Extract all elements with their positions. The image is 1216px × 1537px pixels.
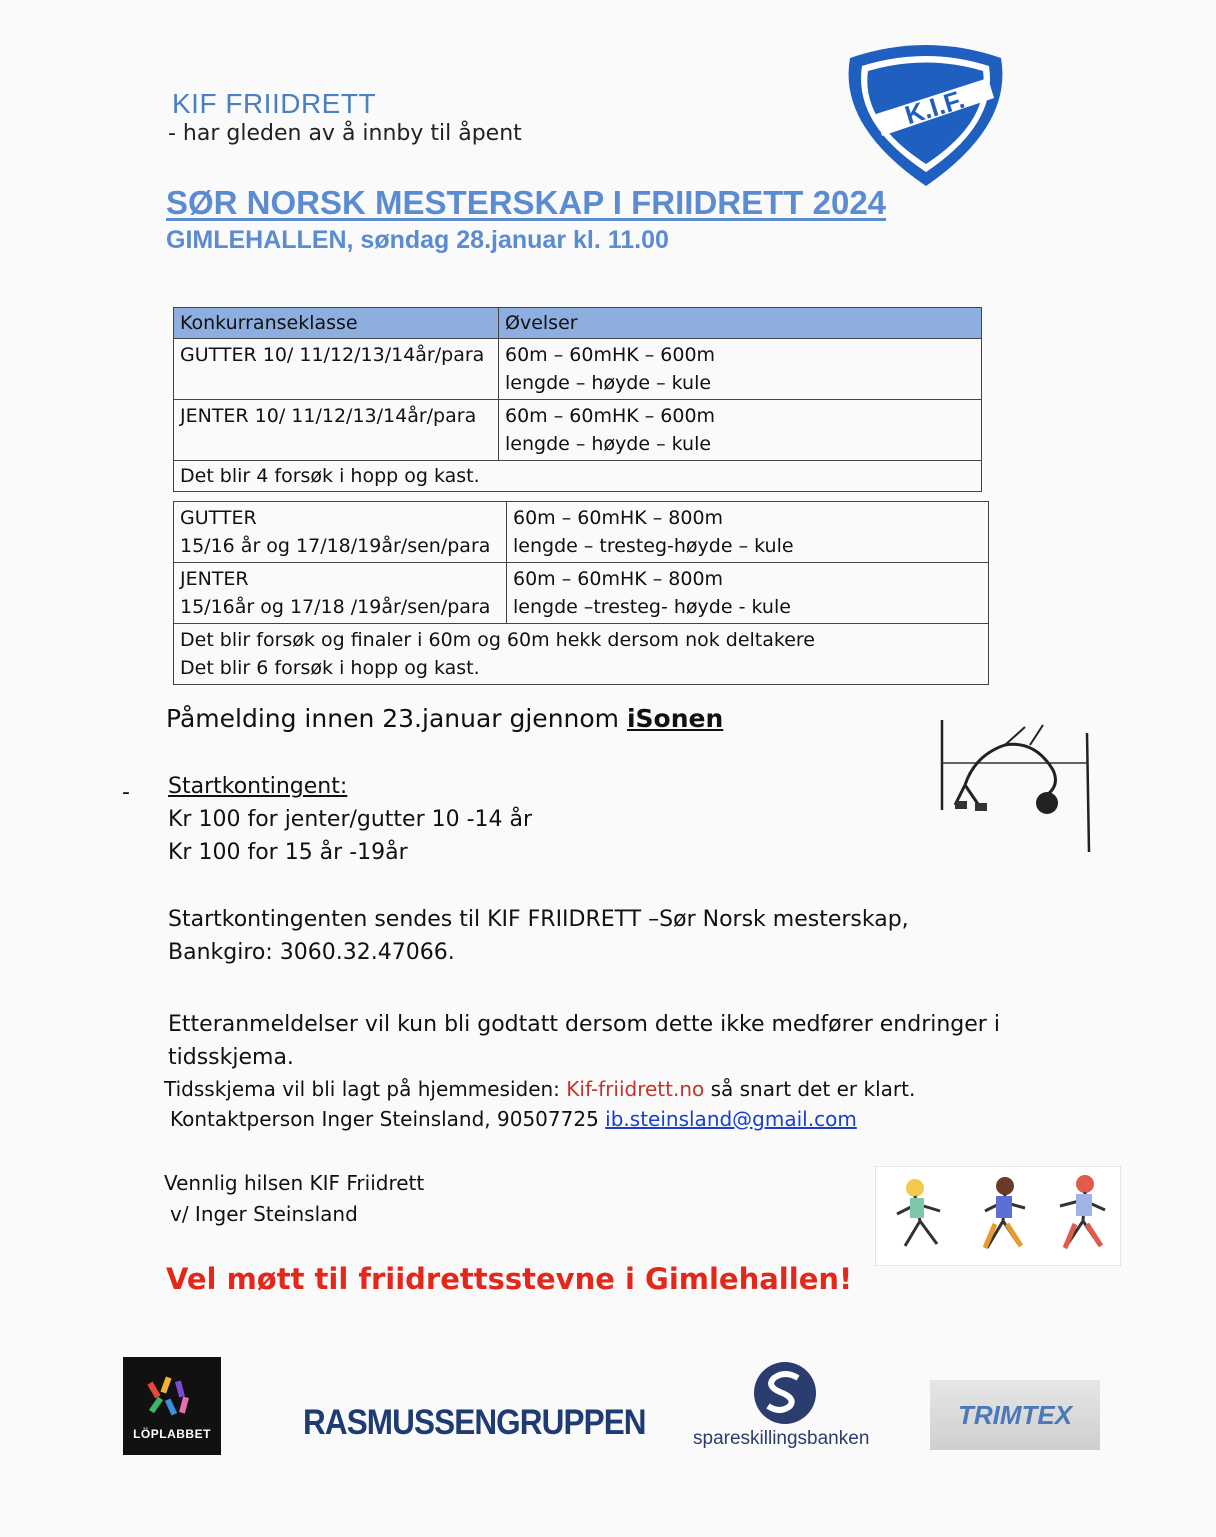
dash-mark: - <box>122 780 130 805</box>
kif-logo <box>838 36 1013 191</box>
fee-line: Kr 100 for 15 år -19år <box>168 840 408 865</box>
table-row <box>174 563 989 624</box>
table-note-row <box>174 461 982 492</box>
registration-text: Påmelding innen 23.januar gjennom iSonen <box>166 704 724 733</box>
fee-heading: Startkontingent: <box>168 774 348 799</box>
event-subtitle: GIMLEHALLEN, søndag 28.januar kl. 11.00 <box>166 226 669 254</box>
logo-lettering: K.I.F. <box>901 83 969 131</box>
website-link[interactable]: Kif-friidrett.no <box>566 1077 705 1101</box>
relay-illustration <box>875 1166 1121 1266</box>
intro-text: - har gleden av å innby til åpent <box>168 121 522 146</box>
sparebank-logo: spareskillingsbanken <box>693 1428 870 1449</box>
table-note: Det blir forsøk og finaler i 60m og 60m hekk dersom nok deltakere Det blir 6 forsøk i hopp og kast. <box>174 624 989 685</box>
table-row <box>174 502 989 563</box>
late-registration-text: Etteranmeldelser vil kun bli godtatt dersom dette ikke medfører endringer i tidsskjema. <box>168 1012 1000 1070</box>
high-jump-illustration <box>935 715 1105 855</box>
trimtex-logo: TRIMTEX <box>930 1380 1100 1450</box>
table-note-row <box>174 624 989 685</box>
class-cell: GUTTER 15/16 år og 17/18/19år/sen/para <box>174 502 507 563</box>
table-row <box>174 339 982 400</box>
loplabbet-logo: LÖPLABBET <box>123 1357 221 1455</box>
classes-table-young <box>173 307 982 492</box>
table-row <box>174 400 982 461</box>
contact-text: Kontaktperson Inger Steinsland, 90507725 ib.steinsland@gmail.com <box>170 1107 857 1131</box>
events-cell: 60m – 60mHK – 800m lengde – tresteg-høyde – kule <box>507 502 989 563</box>
events-cell: 60m – 60mHK – 600m lengde – høyde – kule <box>499 400 982 461</box>
rasmussengruppen-logo: RASMUSSENGRUPPEN <box>303 1403 646 1442</box>
welcome-message: Vel møtt til friidrettsstevne i Gimlehallen! <box>166 1262 853 1296</box>
schedule-text: Tidsskjema vil bli lagt på hjemmesiden: Kif-friidrett.no så snart det er klart. <box>164 1077 916 1101</box>
sparebank-logo-mark <box>750 1360 820 1426</box>
class-cell: JENTER 10/ 11/12/13/14år/para <box>174 400 499 461</box>
club-name: KIF FRIIDRETT <box>172 88 377 119</box>
email-link[interactable]: ib.steinsland@gmail.com <box>605 1107 857 1131</box>
class-cell: GUTTER 10/ 11/12/13/14år/para <box>174 339 499 400</box>
isonen-link[interactable]: iSonen <box>626 704 724 733</box>
event-title: SØR NORSK MESTERSKAP I FRIIDRETT 2024 <box>166 184 887 221</box>
payment-info: Startkontingenten sendes til KIF FRIIDRETT –Sør Norsk mesterskap, Bankgiro: 3060.32.47066. <box>168 907 909 965</box>
events-cell: 60m – 60mHK – 800m lengde –tresteg- høyde - kule <box>507 563 989 624</box>
table-note: Det blir 4 forsøk i hopp og kast. <box>174 461 982 492</box>
class-cell: JENTER 15/16år og 17/18 /19år/sen/para <box>174 563 507 624</box>
fee-list <box>168 803 532 869</box>
table-header-class: Konkurranseklasse <box>174 308 499 339</box>
fee-line: Kr 100 for jenter/gutter 10 -14 år <box>168 807 533 832</box>
greeting: Vennlig hilsen KIF Friidrett v/ Inger Steinsland <box>164 1171 425 1226</box>
classes-table-senior <box>173 501 989 685</box>
events-cell: 60m – 60mHK – 600m lengde – høyde – kule <box>499 339 982 400</box>
table-header-events: Øvelser <box>499 308 982 339</box>
